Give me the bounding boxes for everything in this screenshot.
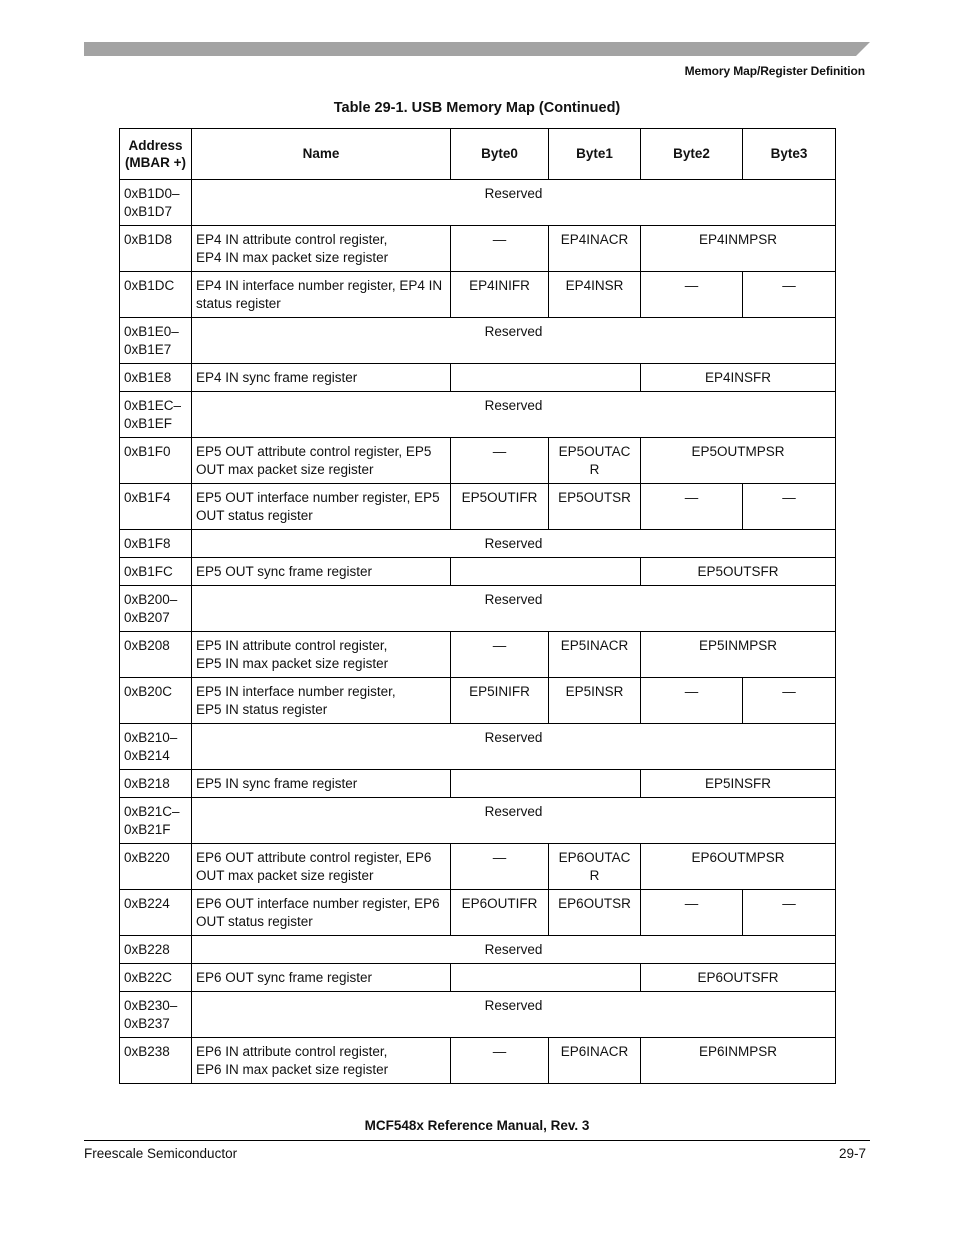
- header-bar: [84, 42, 870, 56]
- byte0-cell: —: [451, 226, 549, 272]
- register-name-cell: EP5 OUT attribute control register, EP5 OUT max packet size register: [192, 438, 451, 484]
- reserved-cell: Reserved: [192, 798, 836, 844]
- reserved-cell: Reserved: [192, 318, 836, 364]
- reserved-cell: Reserved: [192, 180, 836, 226]
- address-cell: 0xB1D0– 0xB1D7: [120, 180, 192, 226]
- column-header: Address (MBAR +): [120, 129, 192, 180]
- byte0-cell: EP6OUTIFR: [451, 890, 549, 936]
- reserved-row: [120, 798, 836, 844]
- page-number: 29-7: [838, 1146, 866, 1161]
- register-row: [120, 226, 836, 272]
- byte23-cell: EP4INSFR: [641, 364, 836, 392]
- address-cell: 0xB1EC– 0xB1EF: [120, 392, 192, 438]
- register-row: [120, 272, 836, 318]
- byte1-cell: EP4INACR: [549, 226, 641, 272]
- byte2-cell: —: [641, 484, 743, 530]
- reserved-row: [120, 586, 836, 632]
- register-row: [120, 844, 836, 890]
- register-name-cell: EP4 IN attribute control register, EP4 IN max packet size register: [192, 226, 451, 272]
- byte1-cell: EP5OUTSR: [549, 484, 641, 530]
- byte1-cell: EP5OUTAC R: [549, 438, 641, 484]
- reserved-row: [120, 936, 836, 964]
- byte0-cell: EP5INIFR: [451, 678, 549, 724]
- address-cell: 0xB20C: [120, 678, 192, 724]
- byte23-cell: EP6OUTMPSR: [641, 844, 836, 890]
- byte01-cell: [451, 364, 641, 392]
- byte0-cell: —: [451, 438, 549, 484]
- byte23-cell: EP4INMPSR: [641, 226, 836, 272]
- register-row: [120, 438, 836, 484]
- register-name-cell: EP6 OUT sync frame register: [192, 964, 451, 992]
- address-cell: 0xB208: [120, 632, 192, 678]
- address-cell: 0xB200– 0xB207: [120, 586, 192, 632]
- reserved-row: [120, 992, 836, 1038]
- address-cell: 0xB220: [120, 844, 192, 890]
- footer-divider: [84, 1140, 870, 1141]
- byte1-cell: EP5INSR: [549, 678, 641, 724]
- address-cell: 0xB21C– 0xB21F: [120, 798, 192, 844]
- address-cell: 0xB228: [120, 936, 192, 964]
- reserved-cell: Reserved: [192, 936, 836, 964]
- byte1-cell: EP6INACR: [549, 1038, 641, 1084]
- address-cell: 0xB230– 0xB237: [120, 992, 192, 1038]
- address-cell: 0xB1F8: [120, 530, 192, 558]
- byte23-cell: EP5OUTMPSR: [641, 438, 836, 484]
- register-row: [120, 890, 836, 936]
- address-cell: 0xB224: [120, 890, 192, 936]
- byte3-cell: —: [743, 484, 836, 530]
- byte1-cell: EP5INACR: [549, 632, 641, 678]
- byte2-cell: —: [641, 272, 743, 318]
- reserved-cell: Reserved: [192, 530, 836, 558]
- address-cell: 0xB22C: [120, 964, 192, 992]
- register-name-cell: EP5 OUT sync frame register: [192, 558, 451, 586]
- byte23-cell: EP5OUTSFR: [641, 558, 836, 586]
- byte0-cell: EP5OUTIFR: [451, 484, 549, 530]
- byte0-cell: —: [451, 1038, 549, 1084]
- table-header-row: [120, 129, 836, 180]
- register-name-cell: EP5 IN interface number register, EP5 IN status register: [192, 678, 451, 724]
- byte01-cell: [451, 964, 641, 992]
- register-row: [120, 484, 836, 530]
- address-cell: 0xB1FC: [120, 558, 192, 586]
- register-row: [120, 1038, 836, 1084]
- byte01-cell: [451, 770, 641, 798]
- register-name-cell: EP6 IN attribute control register, EP6 IN max packet size register: [192, 1038, 451, 1084]
- reserved-row: [120, 180, 836, 226]
- column-header: Byte0: [451, 129, 549, 180]
- address-cell: 0xB1E0– 0xB1E7: [120, 318, 192, 364]
- manual-title: MCF548x Reference Manual, Rev. 3: [364, 1118, 590, 1133]
- register-row: [120, 678, 836, 724]
- section-title: Memory Map/Register Definition: [684, 64, 865, 78]
- address-cell: 0xB1DC: [120, 272, 192, 318]
- address-cell: 0xB1E8: [120, 364, 192, 392]
- register-name-cell: EP4 IN sync frame register: [192, 364, 451, 392]
- reserved-row: [120, 318, 836, 364]
- column-header: Byte1: [549, 129, 641, 180]
- usb-memory-map-table: [119, 128, 836, 1084]
- byte23-cell: EP5INSFR: [641, 770, 836, 798]
- byte3-cell: —: [743, 272, 836, 318]
- address-cell: 0xB218: [120, 770, 192, 798]
- register-row: [120, 364, 836, 392]
- column-header: Byte2: [641, 129, 743, 180]
- byte1-cell: EP6OUTAC R: [549, 844, 641, 890]
- byte23-cell: EP6INMPSR: [641, 1038, 836, 1084]
- column-header: Name: [192, 129, 451, 180]
- byte23-cell: EP6OUTSFR: [641, 964, 836, 992]
- address-cell: 0xB210– 0xB214: [120, 724, 192, 770]
- byte0-cell: —: [451, 632, 549, 678]
- byte2-cell: —: [641, 890, 743, 936]
- address-cell: 0xB238: [120, 1038, 192, 1084]
- byte0-cell: —: [451, 844, 549, 890]
- register-row: [120, 964, 836, 992]
- reserved-row: [120, 724, 836, 770]
- register-row: [120, 770, 836, 798]
- register-name-cell: EP4 IN interface number register, EP4 IN status register: [192, 272, 451, 318]
- byte0-cell: EP4INIFR: [451, 272, 549, 318]
- register-name-cell: EP5 OUT interface number register, EP5 OUT status register: [192, 484, 451, 530]
- byte3-cell: —: [743, 890, 836, 936]
- column-header: Byte3: [743, 129, 836, 180]
- address-cell: 0xB1F0: [120, 438, 192, 484]
- byte1-cell: EP6OUTSR: [549, 890, 641, 936]
- reserved-cell: Reserved: [192, 392, 836, 438]
- byte23-cell: EP5INMPSR: [641, 632, 836, 678]
- address-cell: 0xB1D8: [120, 226, 192, 272]
- reserved-row: [120, 530, 836, 558]
- register-name-cell: EP5 IN attribute control register, EP5 IN max packet size register: [192, 632, 451, 678]
- reserved-cell: Reserved: [192, 992, 836, 1038]
- register-row: [120, 632, 836, 678]
- register-name-cell: EP6 OUT interface number register, EP6 OUT status register: [192, 890, 451, 936]
- register-name-cell: EP5 IN sync frame register: [192, 770, 451, 798]
- address-cell: 0xB1F4: [120, 484, 192, 530]
- register-name-cell: EP6 OUT attribute control register, EP6 OUT max packet size register: [192, 844, 451, 890]
- byte2-cell: —: [641, 678, 743, 724]
- reserved-cell: Reserved: [192, 586, 836, 632]
- company-name: Freescale Semiconductor: [84, 1146, 238, 1161]
- byte01-cell: [451, 558, 641, 586]
- register-row: [120, 558, 836, 586]
- reserved-cell: Reserved: [192, 724, 836, 770]
- byte1-cell: EP4INSR: [549, 272, 641, 318]
- reserved-row: [120, 392, 836, 438]
- table-caption: Table 29-1. USB Memory Map (Continued): [333, 100, 621, 116]
- byte3-cell: —: [743, 678, 836, 724]
